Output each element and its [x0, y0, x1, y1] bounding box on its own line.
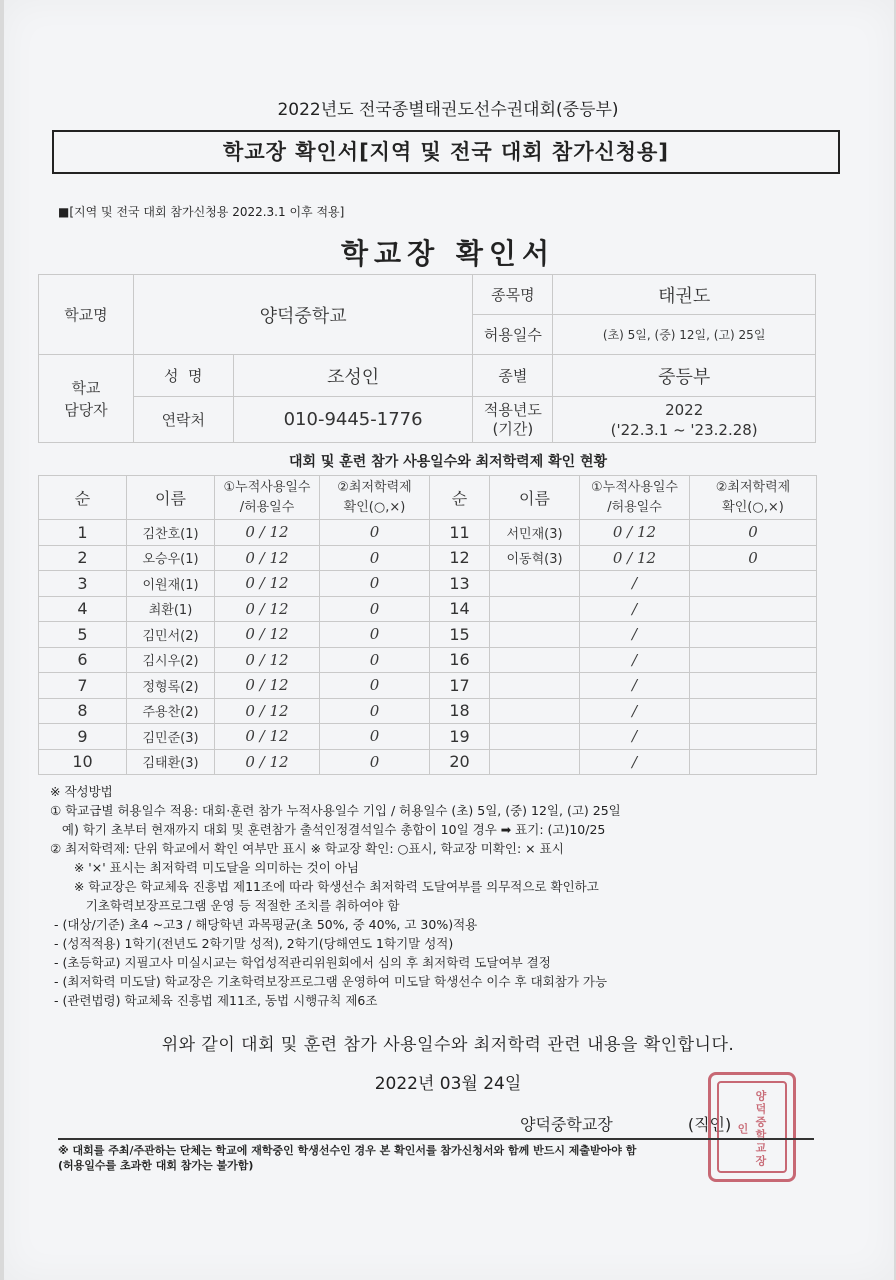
- row-number: 18: [430, 698, 490, 724]
- used-days: 0 / 12: [580, 545, 690, 571]
- academic-check: 0: [320, 622, 430, 648]
- academic-check: [690, 647, 817, 673]
- academic-check: 0: [320, 749, 430, 775]
- academic-check: 0: [320, 571, 430, 597]
- days-label: 허용일수: [473, 315, 553, 355]
- row-number: 2: [39, 545, 127, 571]
- athlete-name: 김시우(2): [127, 647, 215, 673]
- table-row: [39, 571, 817, 597]
- used-days: 0 / 12: [215, 698, 320, 724]
- table-row: [39, 698, 817, 724]
- used-days: /: [580, 673, 690, 699]
- used-days: 0 / 12: [215, 673, 320, 699]
- applicability-note: ■[지역 및 전국 대회 참가신청용 2022.3.1 이후 적용]: [58, 205, 345, 219]
- name-label: 성 명: [133, 355, 233, 397]
- athlete-name: 이동혁(3): [490, 545, 580, 571]
- year-value: 2022: [665, 400, 704, 419]
- row-number: 9: [39, 724, 127, 750]
- days-value: (초) 5일, (중) 12일, (고) 25일: [553, 315, 816, 355]
- school-value: 양덕중학교: [133, 275, 473, 355]
- instruction-line: - (대상/기준) 초4 ~고3 / 해당학년 과목평균(초 50%, 중 40%, 고 30%)적용: [50, 917, 478, 932]
- issue-date: 2022년 03월 24일: [374, 1074, 522, 1094]
- used-days: /: [580, 698, 690, 724]
- status-table-title: 대회 및 훈련 참가 사용일수와 최저학력제 확인 현황: [288, 454, 608, 470]
- row-number: 11: [430, 520, 490, 546]
- academic-check: 0: [320, 596, 430, 622]
- used-days: 0 / 12: [580, 520, 690, 546]
- athlete-name: [490, 571, 580, 597]
- confirmation-statement: 위와 같이 대회 및 훈련 참가 사용일수와 최저학력 관련 내용을 확인합니다.: [161, 1035, 735, 1055]
- academic-check: [690, 596, 817, 622]
- header-days-right: [580, 476, 690, 520]
- used-days: 0 / 12: [215, 545, 320, 571]
- row-number: 8: [39, 698, 127, 724]
- used-days: /: [580, 647, 690, 673]
- school-label: 학교명: [39, 275, 134, 355]
- academic-check: 0: [690, 520, 817, 546]
- academic-check: [690, 724, 817, 750]
- athlete-name: [490, 596, 580, 622]
- header-days-line2: /허용일수: [607, 499, 662, 515]
- academic-check: 0: [320, 520, 430, 546]
- used-days: /: [580, 749, 690, 775]
- header-name-right: 이름: [490, 476, 580, 520]
- academic-check: 0: [320, 724, 430, 750]
- academic-check: 0: [320, 545, 430, 571]
- school-info-table: [38, 274, 816, 443]
- academic-check: [690, 673, 817, 699]
- table-row: [39, 673, 817, 699]
- header-name-left: 이름: [127, 476, 215, 520]
- instruction-line: ① 학교급별 허용일수 적용: 대회·훈련 참가 누적사용일수 기입 / 허용일수 (초) 5일, (중) 12일, (고) 25일: [50, 803, 621, 818]
- table-row: [39, 622, 817, 648]
- category-value: 중등부: [553, 355, 816, 397]
- sport-label: 종목명: [473, 275, 553, 315]
- year-cell: [553, 397, 816, 443]
- sport-value: 태권도: [553, 275, 816, 315]
- header-check-line1: ②최저학력제: [337, 479, 412, 495]
- used-days: 0 / 12: [215, 724, 320, 750]
- row-number: 5: [39, 622, 127, 648]
- seal-text: 양덕중학교장인: [736, 1090, 767, 1168]
- event-title: 2022년도 전국종별태권도선수권대회(중등부): [277, 100, 619, 120]
- footer-note: ※ 대회를 주최/주관하는 단체는 학교에 재학중인 학생선수인 경우 본 확인서를 참가신청서와 함께 반드시 제출받아야 함 (허용일수를 초과한 대회 참가는 불가함): [58, 1144, 637, 1172]
- header-days-line1: ①누적사용일수: [223, 479, 311, 495]
- academic-check: 0: [320, 647, 430, 673]
- table-row: [39, 647, 817, 673]
- main-title: 학교장 확인서: [340, 237, 556, 270]
- used-days: /: [580, 596, 690, 622]
- instruction-line: ※ '×' 표시는 최저학력 미도달을 의미하는 것이 아님: [50, 860, 359, 875]
- instruction-line: 예) 학기 초부터 현재까지 대회 및 훈련참가 출석인정결석일수 총합이 10일 경우 ➡ 표기: (고)10/25: [50, 822, 606, 837]
- header-no-left: 순: [39, 476, 127, 520]
- athlete-name: [490, 647, 580, 673]
- header-no-right: 순: [430, 476, 490, 520]
- athlete-name: 김민준(3): [127, 724, 215, 750]
- principal-title: 양덕중학교장: [520, 1115, 613, 1134]
- header-days-left: [215, 476, 320, 520]
- table-row: [39, 545, 817, 571]
- used-days: 0 / 12: [215, 596, 320, 622]
- table-row: [39, 724, 817, 750]
- row-number: 15: [430, 622, 490, 648]
- instructions: [50, 782, 830, 1010]
- header-check-line2: 확인(○,×): [343, 499, 406, 515]
- athlete-name: 주용찬(2): [127, 698, 215, 724]
- used-days: 0 / 12: [215, 647, 320, 673]
- instruction-line: ※ 작성방법: [50, 784, 113, 799]
- row-number: 3: [39, 571, 127, 597]
- instruction-line: - (성적적용) 1학기(전년도 2학기말 성적), 2학기(당해연도 1학기말 성적): [50, 936, 454, 951]
- row-number: 20: [430, 749, 490, 775]
- athlete-name: 김민서(2): [127, 622, 215, 648]
- academic-check: [690, 749, 817, 775]
- row-number: 7: [39, 673, 127, 699]
- instruction-line: ※ 학교장은 학교체육 진흥법 제11조에 따라 학생선수 최저학력 도달여부를 의무적으로 확인하고: [50, 879, 599, 894]
- row-number: 4: [39, 596, 127, 622]
- used-days: /: [580, 622, 690, 648]
- name-value: 조성인: [233, 355, 473, 397]
- used-days: 0 / 12: [215, 749, 320, 775]
- athlete-name: [490, 698, 580, 724]
- manager-label: 학교 담당자: [39, 355, 134, 443]
- year-range: ('22.3.1 ~ '23.2.28): [610, 420, 758, 439]
- instruction-line: - (최저학력 미도달) 학교장은 기초학력보장프로그램 운영하여 미도달 학생선수 이수 후 대회참가 가능: [50, 974, 608, 989]
- contact-value: 010-9445-1776: [233, 397, 473, 443]
- athlete-name: 김찬호(1): [127, 520, 215, 546]
- header-check-line2: 확인(○,×): [722, 499, 784, 515]
- row-number: 10: [39, 749, 127, 775]
- academic-check: [690, 622, 817, 648]
- row-number: 16: [430, 647, 490, 673]
- row-number: 19: [430, 724, 490, 750]
- athlete-name: 김태환(3): [127, 749, 215, 775]
- instruction-line: ② 최저학력제: 단위 학교에서 확인 여부만 표시 ※ 학교장 확인: ○표시, 학교장 미확인: × 표시: [50, 841, 564, 856]
- academic-check: [690, 571, 817, 597]
- used-days: 0 / 12: [215, 622, 320, 648]
- athlete-name: [490, 622, 580, 648]
- header-check-line1: ②최저학력제: [715, 479, 791, 495]
- athlete-name: 최환(1): [127, 596, 215, 622]
- header-check-right: [690, 476, 817, 520]
- contact-label: 연락처: [133, 397, 233, 443]
- athlete-name: 정형록(2): [127, 673, 215, 699]
- athlete-name: 서민재(3): [490, 520, 580, 546]
- used-days: /: [580, 724, 690, 750]
- academic-check: 0: [690, 545, 817, 571]
- academic-check: [690, 698, 817, 724]
- row-number: 13: [430, 571, 490, 597]
- used-days: /: [580, 571, 690, 597]
- academic-check: 0: [320, 698, 430, 724]
- athlete-name: [490, 749, 580, 775]
- table-row: [39, 596, 817, 622]
- header-check-left: [320, 476, 430, 520]
- instruction-line: - (관련법령) 학교체육 진흥법 제11조, 동법 시행규칙 제6조: [50, 993, 378, 1008]
- used-days: 0 / 12: [215, 520, 320, 546]
- athlete-name: 이원재(1): [127, 571, 215, 597]
- header-days-line2: /허용일수: [239, 499, 295, 515]
- header-days-line1: ①누적사용일수: [590, 479, 678, 495]
- table-row: [39, 749, 817, 775]
- principal-signature: [520, 1112, 731, 1135]
- row-number: 14: [430, 596, 490, 622]
- year-label: 적용년도 (기간): [473, 397, 553, 443]
- instruction-line: - (초등학교) 지필고사 미실시교는 학업성적관리위원회에서 심의 후 최저학력 도달여부 결정: [50, 955, 551, 970]
- used-days: 0 / 12: [215, 571, 320, 597]
- academic-check: 0: [320, 673, 430, 699]
- athlete-status-table: [38, 475, 817, 775]
- row-number: 6: [39, 647, 127, 673]
- row-number: 12: [430, 545, 490, 571]
- row-number: 1: [39, 520, 127, 546]
- seal-label: (직인): [687, 1115, 732, 1134]
- athlete-name: 오승우(1): [127, 545, 215, 571]
- instruction-line: 기초학력보장프로그램 운영 등 적절한 조치를 취하여야 함: [50, 898, 400, 913]
- row-number: 17: [430, 673, 490, 699]
- table-row: [39, 520, 817, 546]
- athlete-name: [490, 724, 580, 750]
- footer-divider: [58, 1138, 814, 1140]
- category-label: 종별: [473, 355, 553, 397]
- athlete-name: [490, 673, 580, 699]
- form-title-box: 학교장 확인서[지역 및 전국 대회 참가신청용]: [52, 130, 840, 174]
